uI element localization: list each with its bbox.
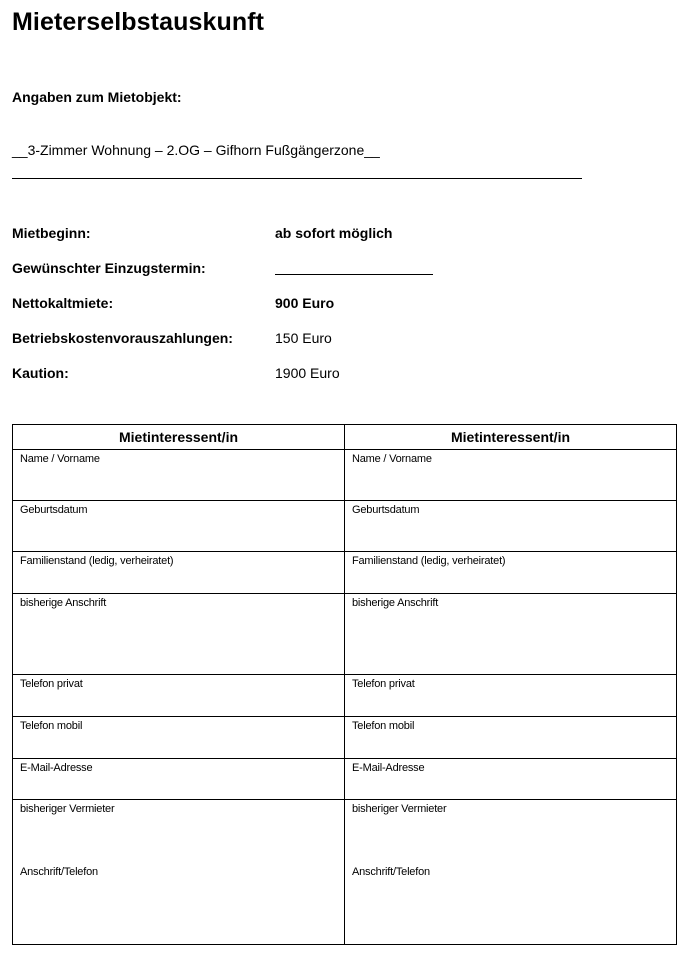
applicant-1-previous-landlord-field[interactable] [13, 800, 345, 945]
table-row [13, 800, 677, 945]
applicant-2-phone-private-field[interactable] [345, 675, 677, 717]
kaution-value: 1900 Euro [275, 365, 340, 381]
applicant-form-table [12, 424, 677, 945]
table-row [13, 450, 677, 501]
kaution-label: Kaution: [12, 365, 69, 381]
applicant-2-phone-mobile-field[interactable] [345, 717, 677, 759]
einzugstermin-blank-field[interactable] [275, 274, 433, 275]
table-row [13, 501, 677, 552]
applicant-2-marital-status-field[interactable] [345, 552, 677, 594]
object-section-heading: Angaben zum Mietobjekt: [12, 89, 182, 105]
field-label: bisherige Anschrift [20, 597, 107, 609]
applicant-1-marital-status-field[interactable] [13, 552, 345, 594]
applicant-1-header: Mietinteressent/in [13, 425, 345, 450]
applicant-2-previous-address-field[interactable] [345, 594, 677, 675]
nettokaltmiete-value: 900 Euro [275, 295, 335, 311]
field-label: E-Mail-Adresse [352, 762, 425, 774]
nettokaltmiete-label: Nettokaltmiete: [12, 295, 114, 311]
field-label: bisheriger Vermieter [352, 803, 447, 815]
mietbeginn-value: ab sofort möglich [275, 225, 393, 241]
applicant-1-name-field[interactable] [13, 450, 345, 501]
applicant-2-header: Mietinteressent/in [345, 425, 677, 450]
applicant-1-birthdate-field[interactable] [13, 501, 345, 552]
table-header-row [13, 425, 677, 450]
object-underline [12, 178, 582, 179]
table-row [13, 675, 677, 717]
field-label: Name / Vorname [352, 453, 432, 465]
field-label: bisheriger Vermieter [20, 803, 115, 815]
einzugstermin-label: Gewünschter Einzugstermin: [12, 260, 206, 276]
mietbeginn-label: Mietbeginn: [12, 225, 91, 241]
field-label: Telefon mobil [352, 720, 415, 732]
betriebskosten-label: Betriebskostenvorauszahlungen: [12, 330, 233, 346]
field-sublabel: Anschrift/Telefon [20, 866, 98, 878]
field-label: bisherige Anschrift [352, 597, 439, 609]
betriebskosten-value: 150 Euro [275, 330, 332, 346]
applicant-1-phone-mobile-field[interactable] [13, 717, 345, 759]
field-sublabel: Anschrift/Telefon [352, 866, 430, 878]
applicant-2-email-field[interactable] [345, 759, 677, 800]
field-label: Name / Vorname [20, 453, 100, 465]
object-description: __3-Zimmer Wohnung – 2.OG – Gifhorn Fußgängerzone__ [12, 142, 380, 158]
field-label: Familienstand (ledig, verheiratet) [352, 555, 506, 567]
applicant-1-previous-address-field[interactable] [13, 594, 345, 675]
page-title: Mieterselbstauskunft [12, 8, 265, 36]
applicant-2-birthdate-field[interactable] [345, 501, 677, 552]
applicant-2-name-field[interactable] [345, 450, 677, 501]
table-row [13, 552, 677, 594]
applicant-2-previous-landlord-field[interactable] [345, 800, 677, 945]
table-row [13, 717, 677, 759]
field-label: Geburtsdatum [20, 504, 88, 516]
field-label: Telefon privat [20, 678, 83, 690]
field-label: Telefon mobil [20, 720, 83, 732]
field-label: Familienstand (ledig, verheiratet) [20, 555, 174, 567]
field-label: Geburtsdatum [352, 504, 420, 516]
field-label: Telefon privat [352, 678, 415, 690]
table-row [13, 594, 677, 675]
table-row [13, 759, 677, 800]
field-label: E-Mail-Adresse [20, 762, 93, 774]
applicant-1-email-field[interactable] [13, 759, 345, 800]
applicant-1-phone-private-field[interactable] [13, 675, 345, 717]
